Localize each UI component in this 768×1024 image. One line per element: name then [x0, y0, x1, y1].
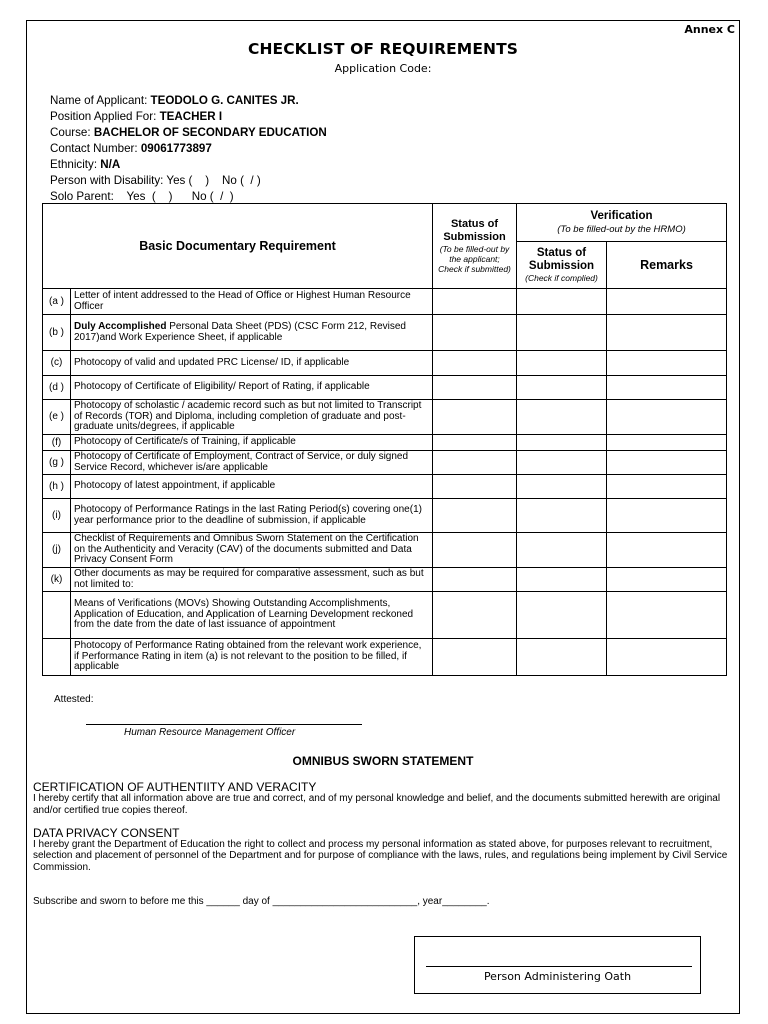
verification-note: (To be filled-out by the HRMO) — [557, 223, 686, 235]
requirement-text — [71, 475, 433, 499]
hrmo-status-cell[interactable] — [517, 499, 607, 533]
contact-value: 09061773897 — [140, 142, 212, 155]
verification-header: Verification (To be filled-out by the HRMO) — [517, 204, 727, 242]
table-row — [43, 400, 727, 435]
table-row — [43, 568, 727, 592]
position-value: TEACHER I — [159, 110, 223, 123]
requirements-body — [43, 289, 727, 676]
requirement-description: Photocopy of latest appointment, if applicable — [74, 480, 276, 492]
remarks-cell[interactable] — [607, 639, 727, 676]
applicant-status-note: (To be filled-out by the applicant; Check if submitted) — [438, 244, 511, 274]
applicant-info — [50, 93, 327, 205]
table-row — [43, 592, 727, 639]
requirement-letter: (i) — [43, 499, 71, 533]
remarks-cell[interactable] — [607, 315, 727, 351]
hrmo-status-cell[interactable] — [517, 289, 607, 315]
applicant-status-cell[interactable] — [433, 400, 517, 435]
applicant-status-header: Status of Submission (To be filled-out by the applicant; Check if submitted) — [433, 204, 517, 289]
applicant-status-cell[interactable] — [433, 289, 517, 315]
requirement-letter: (b ) — [43, 315, 71, 351]
requirement-description: Photocopy of Performance Rating obtained from the relevant work experience, if Performance Rating in item (a) is not relevant to the position to be filled, if applicable — [74, 639, 422, 673]
oath-label: Person Administering Oath — [483, 970, 632, 983]
remarks-cell[interactable] — [607, 351, 727, 376]
hrmo-status-cell[interactable] — [517, 475, 607, 499]
hrmo-status-cell[interactable] — [517, 376, 607, 400]
hrmo-status-cell[interactable] — [517, 568, 607, 592]
table-row — [43, 351, 727, 376]
requirement-letter: (k) — [43, 568, 71, 592]
contact-line: Contact Number: 09061773897 — [50, 142, 212, 155]
oath-signature-box — [414, 936, 701, 994]
requirement-text — [71, 435, 433, 451]
table-row — [43, 475, 727, 499]
remarks-cell[interactable] — [607, 451, 727, 475]
applicant-status-cell[interactable] — [433, 568, 517, 592]
requirement-description: Means of Verifications (MOVs) Showing Outstanding Accomplishments, Application of Education, and Application of Learning Development reckoned from the date from the date of last issuance of appointment — [74, 597, 414, 631]
requirement-description: Photocopy of Certificate of Employment, Contract of Service, or duly signed Service Record, whichever is/are applicable — [74, 450, 409, 473]
hrmo-status-cell[interactable] — [517, 451, 607, 475]
requirement-letter: (h ) — [43, 475, 71, 499]
remarks-cell[interactable] — [607, 435, 727, 451]
course-value: BACHELOR OF SECONDARY EDUCATION — [93, 126, 327, 139]
certification-body: I hereby certify that all information above are true and correct, and of my personal knowledge and belief, and the documents submitted herewith are original and/or certified true copies thereof. — [33, 793, 721, 816]
remarks-cell[interactable] — [607, 499, 727, 533]
remarks-cell[interactable] — [607, 568, 727, 592]
requirement-emphasis: Duly Accomplished — [74, 320, 167, 332]
applicant-status-cell[interactable] — [433, 499, 517, 533]
applicant-status-cell[interactable] — [433, 592, 517, 639]
requirement-description: Letter of intent addressed to the Head of Office or Highest Human Resource Officer — [74, 289, 411, 312]
applicant-status-cell[interactable] — [433, 451, 517, 475]
oath-signature-line — [426, 966, 692, 967]
remarks-header: Remarks — [607, 242, 727, 289]
table-row — [43, 376, 727, 400]
annex-label: Annex C — [684, 23, 735, 36]
table-row — [43, 289, 727, 315]
applicant-status-cell[interactable] — [433, 315, 517, 351]
requirement-letter: (j) — [43, 533, 71, 568]
remarks-cell[interactable] — [607, 376, 727, 400]
course-line: Course: BACHELOR OF SECONDARY EDUCATION — [50, 126, 327, 139]
requirement-description: Photocopy of valid and updated PRC License/ ID, if applicable — [74, 356, 350, 368]
applicant-status-cell[interactable] — [433, 435, 517, 451]
requirement-letter: (a ) — [43, 289, 71, 315]
ethnicity-line: Ethnicity: N/A — [50, 158, 121, 171]
requirement-description: Other documents as may be required for comparative assessment, such as but not limited to: — [74, 567, 424, 590]
solo-parent-line: Solo Parent: Yes ( ) No ( / ) — [50, 190, 234, 203]
remarks-cell[interactable] — [607, 592, 727, 639]
requirement-description: Photocopy of Performance Ratings in the last Rating Period(s) covering one(1) year performance prior to the deadline of submission, if applicable — [74, 503, 422, 526]
hrmo-status-cell[interactable] — [517, 435, 607, 451]
application-code-label: Application Code: — [334, 62, 432, 75]
requirement-description: Photocopy of scholastic / academic record such as but not limited to Transcript of Records (TOR) and Diploma, including completion of graduate and post-graduate units/degrees, if applicable — [74, 399, 422, 433]
table-row — [43, 639, 727, 676]
remarks-cell[interactable] — [607, 289, 727, 315]
hrmo-status-cell[interactable] — [517, 592, 607, 639]
hrmo-label: Human Resource Management Officer — [124, 727, 296, 738]
requirement-description: Checklist of Requirements and Omnibus Sworn Statement on the Certification on the Authenticity and Veracity (CAV) of the documents submitted and Data Privacy Consent Form — [74, 532, 419, 566]
table-row — [43, 315, 727, 351]
table-row — [43, 533, 727, 568]
requirement-text — [71, 400, 433, 435]
hrmo-status-note: (Check if complied) — [525, 273, 598, 283]
requirement-text — [71, 533, 433, 568]
attested-label: Attested: — [54, 694, 94, 705]
requirement-letter: (e ) — [43, 400, 71, 435]
omnibus-title: OMNIBUS SWORN STATEMENT — [292, 754, 474, 768]
requirement-letter — [43, 639, 71, 676]
requirement-text — [71, 289, 433, 315]
requirement-text — [71, 499, 433, 533]
document-title: CHECKLIST OF REQUIREMENTS — [247, 40, 519, 58]
hrmo-status-header: Status of Submission (Check if complied) — [517, 242, 607, 289]
table-row — [43, 499, 727, 533]
privacy-body: I hereby grant the Department of Education the right to collect and process my personal information as stated above, for purposes relevant to recruitment, selection and placement of personnel of the Department and for purpose of compliance with the laws, rules, and regulations being implement by Civil Service Commission. — [33, 839, 728, 873]
requirements-table — [42, 203, 727, 676]
position-line: Position Applied For: TEACHER I — [50, 110, 223, 123]
requirement-letter: (f) — [43, 435, 71, 451]
applicant-name-line: Name of Applicant: TEODOLO G. CANITES JR. — [50, 94, 299, 107]
hrmo-signature-line — [86, 724, 362, 725]
applicant-status-cell[interactable] — [433, 475, 517, 499]
applicant-status-cell[interactable] — [433, 533, 517, 568]
hrmo-status-cell[interactable] — [517, 315, 607, 351]
requirement-text — [71, 376, 433, 400]
sworn-line: Subscribe and sworn to before me this ______ day of __________________________, year________. — [33, 896, 490, 907]
requirement-letter — [43, 592, 71, 639]
hrmo-status-cell[interactable] — [517, 533, 607, 568]
applicant-status-cell[interactable] — [433, 639, 517, 676]
hrmo-status-cell[interactable] — [517, 639, 607, 676]
requirement-description: Photocopy of Certificate of Eligibility/ Report of Rating, if applicable — [74, 381, 370, 393]
requirement-letter: (d ) — [43, 376, 71, 400]
applicant-name: TEODOLO G. CANITES JR. — [150, 94, 299, 107]
requirement-text — [71, 568, 433, 592]
table-row — [43, 435, 727, 451]
remarks-cell[interactable] — [607, 400, 727, 435]
requirement-description: Personal Data Sheet (PDS) (CSC Form 212, Revised 2017)and Work Experience Sheet, if applicable — [74, 320, 406, 343]
requirement-text — [71, 315, 433, 351]
privacy-heading: DATA PRIVACY CONSENT — [33, 826, 180, 840]
table-row — [43, 451, 727, 475]
ethnicity-value: N/A — [100, 158, 121, 171]
requirement-text — [71, 592, 433, 639]
requirement-text — [71, 639, 433, 676]
remarks-cell[interactable] — [607, 533, 727, 568]
requirement-text — [71, 451, 433, 475]
basic-requirement-header: Basic Documentary Requirement — [43, 204, 433, 289]
pwd-line: Person with Disability: Yes ( ) No ( / ) — [50, 174, 261, 187]
requirement-text — [71, 351, 433, 376]
hrmo-status-cell[interactable] — [517, 400, 607, 435]
remarks-cell[interactable] — [607, 475, 727, 499]
requirement-description: Photocopy of Certificate/s of Training, if applicable — [74, 436, 296, 448]
requirement-letter: (c) — [43, 351, 71, 376]
applicant-status-cell[interactable] — [433, 351, 517, 376]
checklist-document — [26, 20, 740, 1014]
requirement-letter: (g ) — [43, 451, 71, 475]
applicant-status-cell[interactable] — [433, 376, 517, 400]
hrmo-status-cell[interactable] — [517, 351, 607, 376]
certification-heading: CERTIFICATION OF AUTHENTIITY AND VERACITY — [33, 780, 317, 794]
